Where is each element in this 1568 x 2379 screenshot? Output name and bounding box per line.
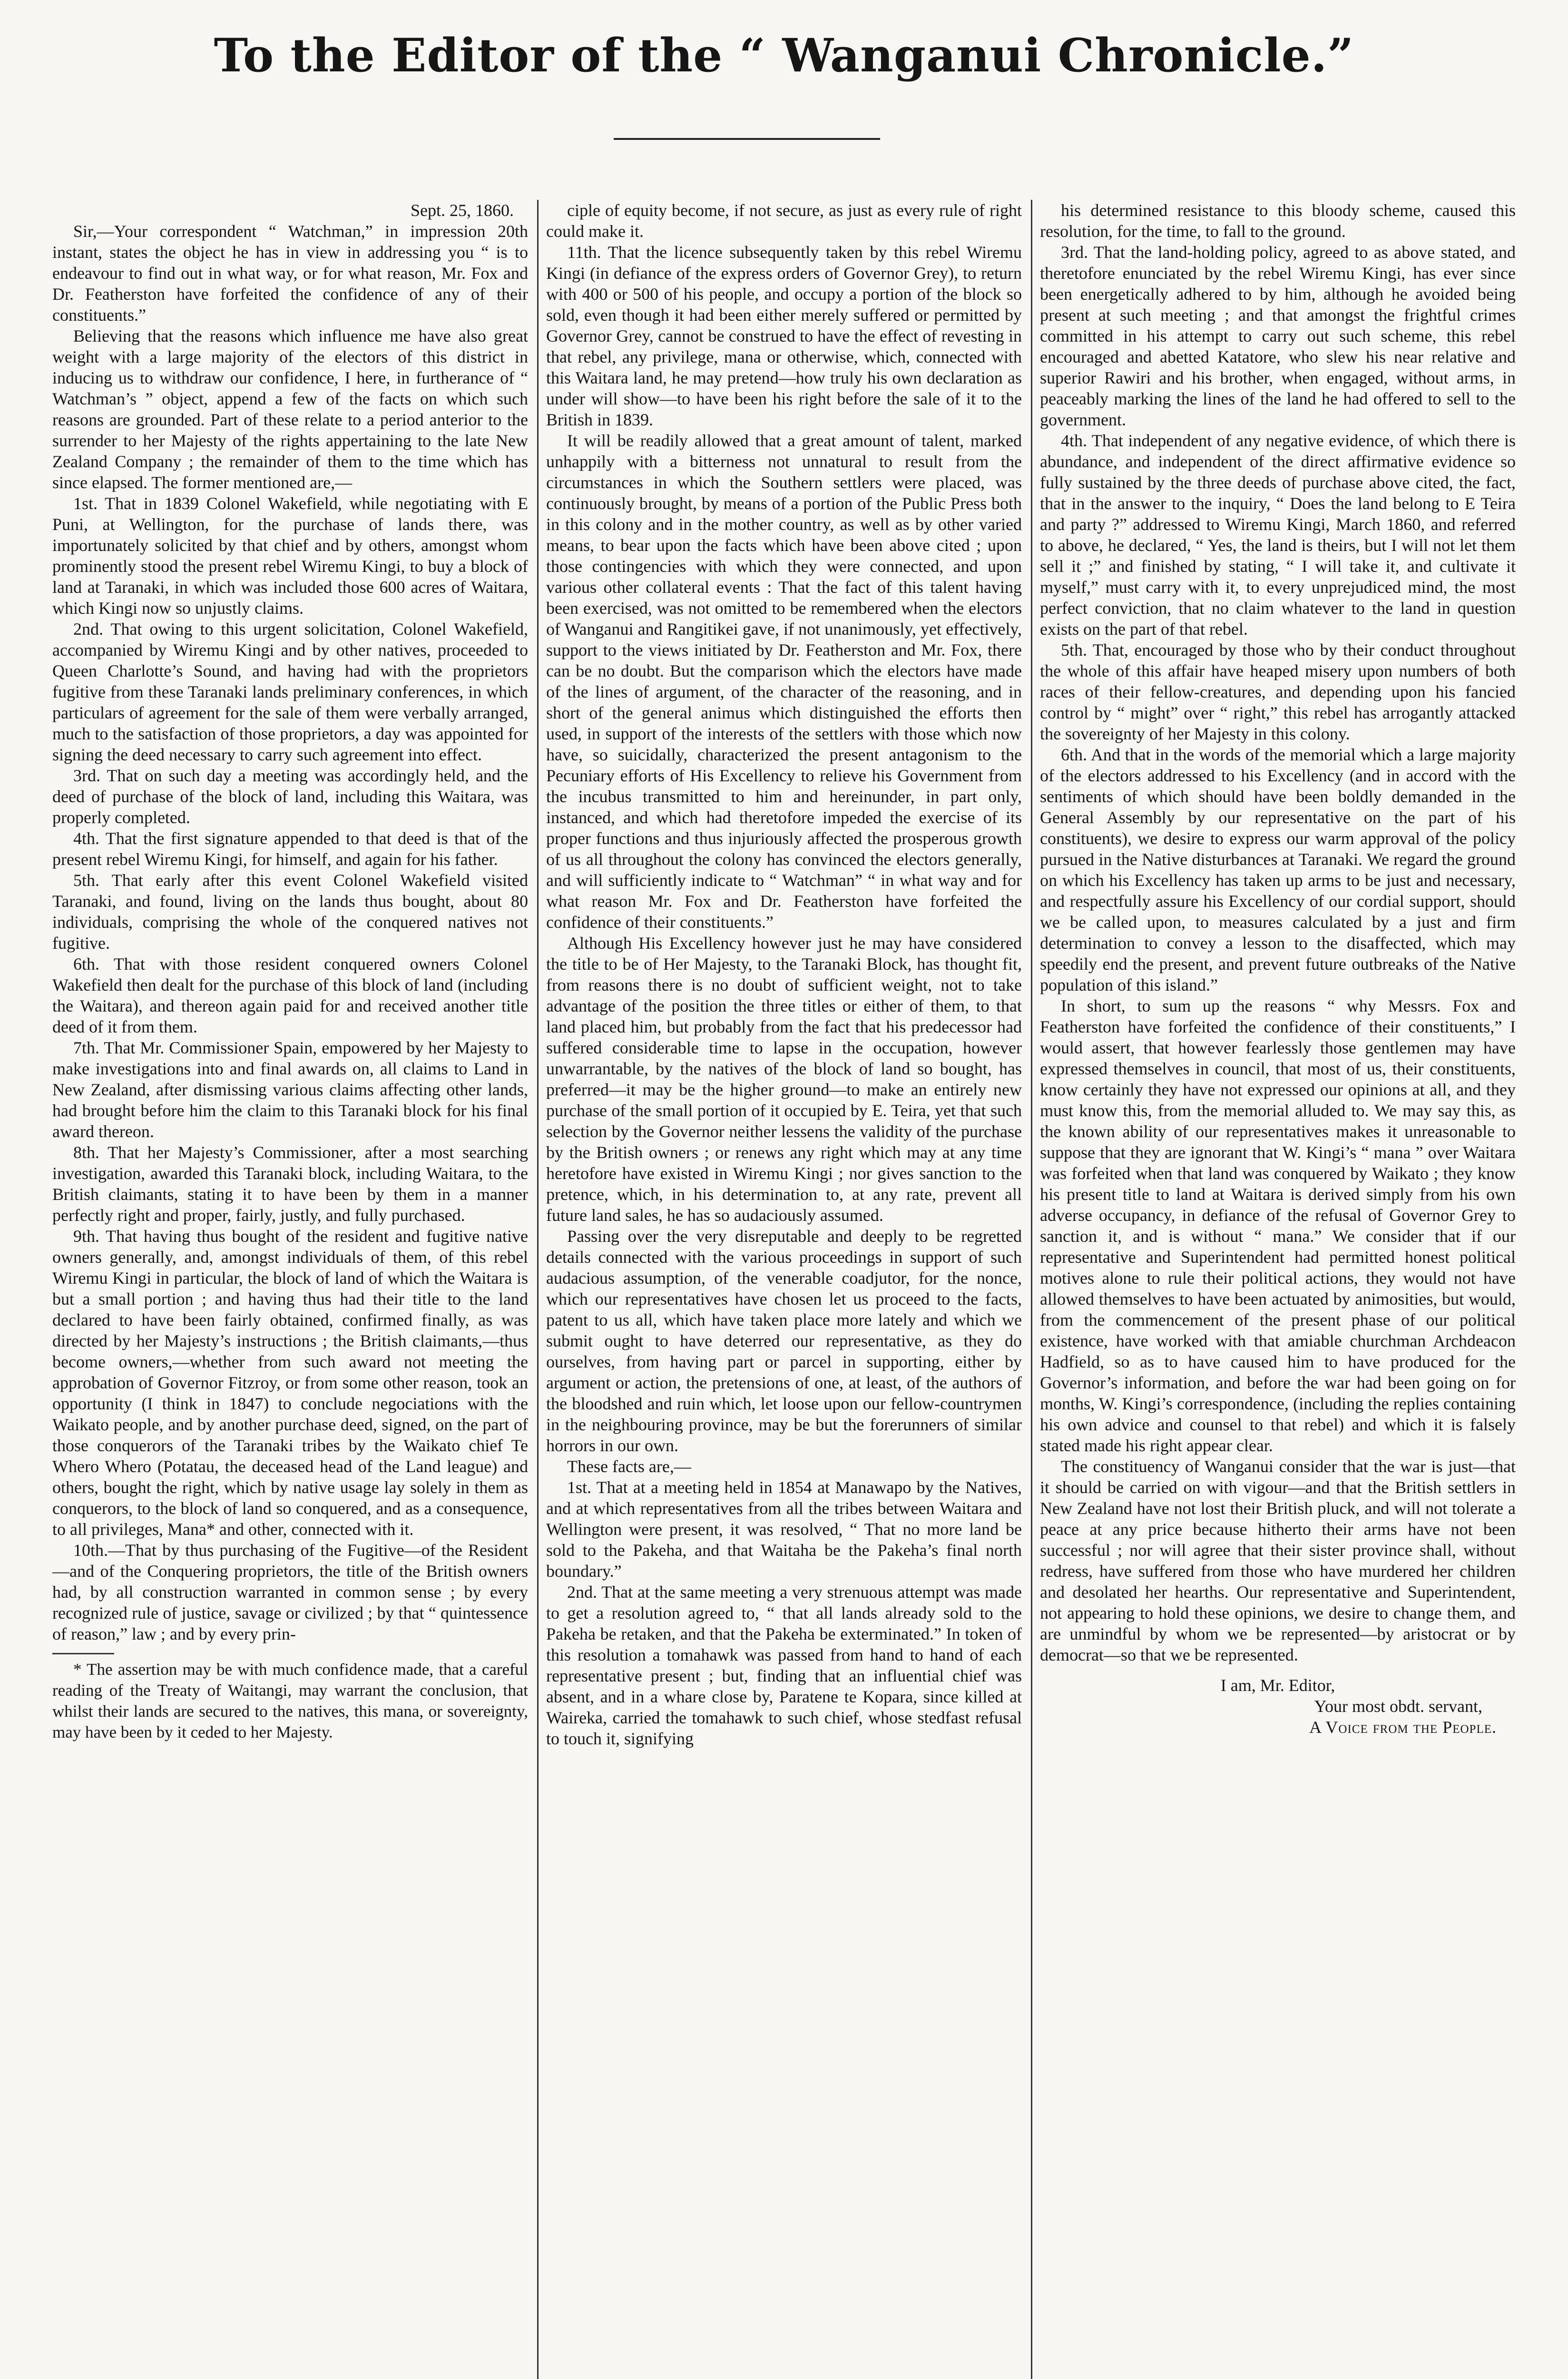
letter-columns [52,200,1516,2379]
paragraph: Believing that the reasons which influence me have also great weight with a large majority of the electors of this district in inducing us to withdraw our confidence, I here, in furtherance of “ Watchman’s ” object, append a few of the facts on which such reasons are grounded. Part of these relate to a period anterior to the surrender to her Majesty of the rights appertaining to the late New Zealand Company ; the remainder of them to the time which has since elapsed. The former mentioned are,— [52,326,528,492]
paragraph: 2nd. That at the same meeting a very strenuous attempt was made to get a resolution agreed to, “ that all lands already sold to the Pakeha be retaken, and that the Pakeha be exterminated.” In token of this resolution a tomahawk was passed from hand to hand of each representative present ; but, finding that an influential chief was absent, and in a whare close by, Paratene te Kopara, since killed at Waireka, carried the tomahawk to such chief, whose stedfast refusal to touch it, signifying [546,1583,1022,1748]
paragraph: 2nd. That owing to this urgent solicitation, Colonel Wakefield, accompanied by Wiremu Kingi and by other natives, proceeded to Queen Charlotte’s Sound, and having had with the proprietors fugitive from these Taranaki lands preliminary conferences, in which particulars of agreement for the sale of them were verbally arranged, much to the satisfaction of those proprietors, a day was appointed for signing the deed necessary to carry such agreement into effect. [52,619,528,764]
signature-name: A Voice from the People. [1309,1718,1497,1737]
paragraph: 10th.—That by thus purchasing of the Fugitive—of the Resident—and of the Conquering proprietors, the title of the British owners had, by all construction warranted in common sense ; by every recognized rule of justice, savage or civilized ; by that “ quintessence of reason,” law ; and by every prin- [52,1541,528,1643]
paragraph: 5th. That early after this event Colonel Wakefield visited Taranaki, and found, living on the lands thus bought, about 80 individuals, comprising the whole of the conquered natives not fugitive. [52,871,528,953]
footnote-rule [52,1653,114,1654]
paragraph: 11th. That the licence subsequently taken by this rebel Wiremu Kingi (in defiance of the express orders of Governor Grey), to return with 400 or 500 of his people, and occupy a portion of the block so sold, even though it had been either merely suffered or permitted by Governor Grey, cannot be construed to have the effect of revesting in that rebel, any privilege, mana or otherwise, which, connected with this Waitara land, he may pretend—how truly his own declaration as under will show—to have been his right before the sale of it to the British in 1839. [546,243,1022,429]
paragraph: 3rd. That on such day a meeting was accordingly held, and the deed of purchase of the block of land, including this Waitara, was properly completed. [52,766,528,827]
paragraph: 3rd. That the land-holding policy, agreed to as above stated, and theretofore enunciated by the rebel Wiremu Kingi, has ever since been energetically adhered to by him, although he avoided being present at such meeting ; and that amongst the frightful crimes committed in his attempt to carry out such scheme, this rebel encouraged and abetted Katatore, who slew his near relative and superior Rawiri and his brother, when engaged, without arms, in peaceably marking the lines of the land he had offered to sell to the government. [1040,243,1516,429]
paragraph: These facts are,— [567,1457,691,1476]
column-2 [546,200,1022,2379]
paragraph: 4th. That independent of any negative evidence, of which there is abundance, and independent of the direct affirmative evidence so fully sustained by the three deeds of purchase above cited, the fact, that in the answer to the inquiry, “ Does the land belong to E Teira and party ?” addressed to Wiremu Kingi, March 1860, and referred to above, he declared, “ Yes, the land is theirs, but I will not let them sell it ;” and finished by stating, “ I will take it, and cultivate it myself,” must carry with it, to every unprejudiced mind, the most perfect conviction, that no claim whatever to the land in question exists on the part of that rebel. [1040,431,1516,639]
column-1 [52,200,528,2379]
paragraph: Sir,—Your correspondent “ Watchman,” in impression 20th instant, states the object he has in view in addressing you “ is to endeavour to find out in what way, or for what reason, Mr. Fox and Dr. Featherston have forfeited the confidence of any of their constituents.” [52,222,528,324]
paragraph: ciple of equity become, if not secure, as just as every rule of right could make it. [546,201,1022,241]
paragraph: 5th. That, encouraged by those who by their conduct throughout the whole of this affair have heaped misery upon numbers of both races of their fellow-creatures, and depending upon his fancied control by “ might” over “ right,” this rebel has arrogantly attacked the sovereignty of her Majesty in this colony. [1040,640,1516,743]
paragraph: In short, to sum up the reasons “ why Messrs. Fox and Featherston have forfeited the confidence of their constituents,” I would assert, that however fearlessly those gentlemen may have expressed themselves in council, that most of us, their constituents, know certainly they have not expressed our opinions at all, and they must know this, from the memorial alluded to. We may say this, as the known ability of our representatives makes it unreasonable to suppose that they are ignorant that W. Kingi’s “ mana ” over Waitara was forfeited when that land was conquered by Waikato ; they know his present title to land at Waitara is derived simply from his own adverse occupancy, in defiance of the refusal of Governor Grey to sanction it, and is without “ mana.” We consider that if our representative and Superintendent had permitted honest political motives alone to rule their political actions, they would not have allowed themselves to have been actuated by animosities, but would, from the commencement of the present phase of our political existence, have worked with that amiable churchman Archdeacon Hadfield, so as to have caused him to have produced for the Governor’s information, and before the war had been going on for months, W. Kingi’s correspondence, (including the replies containing his own advice and counsel to that rebel) and which it is falsely stated made his right appear clear. [1040,996,1516,1455]
paragraph: 4th. That the first signature appended to that deed is that of the present rebel Wiremu Kingi, for himself, and again for his father. [52,829,528,869]
paragraph: his determined resistance to this bloody scheme, caused this resolution, for the time, to fall to the ground. [1040,201,1516,241]
column-divider [537,200,539,2379]
column-3 [1040,200,1516,2379]
paragraph: It will be readily allowed that a great amount of talent, marked unhappily with a bitterness not unnatural to result from the circumstances in which the Southern settlers were placed, was continuously brought, by means of a portion of the Public Press both in this colony and in the mother country, as well as by other varied means, to bear upon the facts which have been above cited ; upon those contingencies with which they were connected, and upon various other collateral events : That the fact of this talent having been exercised, was not omitted to be remembered when the electors of Wanganui and Rangitikei gave, if not unanimously, yet effectively, support to the views initiated by Dr. Featherston and Mr. Fox, there can be no doubt. But the comparison which the electors have made of the lines of argument, of the character of the reasoning, and in short of the general animus which distinguished the efforts then used, in support of the interests of the settlers with those which now have, so suicidally, characterized the present antagonism to the Pecuniary efforts of His Excellency to relieve his Government from the incubus transmitted to him and hereinunder, in part only, instanced, and which had theretofore impeded the exercise of its proper functions and thus injuriously affected the prosperous growth of us all throughout the colony has convinced the electors generally, and will sufficiently indicate to “ Watchman” “ in what way and for what reason Mr. Fox and Dr. Featherston have forfeited the confidence of their constituents.” [546,431,1022,932]
letter-heading: To the Editor of the “ Wanganui Chronicle.” [214,29,1354,82]
paragraph: The constituency of Wanganui consider that the war is just—that it should be carried on with vigour—and that the British settlers in New Zealand have not lost their British pluck, and will not tolerate a peace at any price because hitherto their arms have not been successful ; nor will agree that their sister province shall, without redress, have suffered from those who have murdered her children and desolated her hearths. Our representative and Superintendent, not appearing to hold these opinions, we desire to change them, and are unmindful by whom we be represented—by aristocrat or by democrat—so that we be represented. [1040,1457,1516,1664]
footnote: * The assertion may be with much confidence made, that a careful reading of the Treaty of Waitangi, may warrant the conclusion, that whilst their lands are secured to the natives, this mana, or sovereignty, may have been by it ceded to her Majesty. [52,1660,528,1741]
dateline: Sept. 25, 1860. [410,201,514,220]
paragraph: Passing over the very disreputable and deeply to be regretted details connected with the various proceedings in support of such audacious assumption, of the venerable coadjutor, for the nonce, which our representatives have chosen let us proceed to the facts, patent to us all, which have taken place more lately and which we submit ought to have deterred our representative, as they do ourselves, from having part or parcel in supporting, either by argument or action, the pretensions of one, at least, of the authors of the bloodshed and ruin which, let loose upon our fellow-countrymen in the neighbouring province, may be but the forerunners of similar horrors in our own. [546,1227,1022,1455]
paragraph: 1st. That at a meeting held in 1854 at Manawapo by the Natives, and at which representatives from all the tribes between Waitara and Wellington were present, it was resolved, “ That no more land be sold to the Pakeha, and that Waitaha be the Pakeha’s final north boundary.” [546,1478,1022,1581]
paragraph: 6th. That with those resident conquered owners Colonel Wakefield then dealt for the purchase of this block of land (including the Waitara), and thereon again paid for and received another title deed of it from them. [52,954,528,1036]
paragraph: 8th. That her Majesty’s Commissioner, after a most searching investigation, awarded this Taranaki block, including Waitara, to the British claimants, stating it to have been by them in a manner perfectly right and proper, fairly, justly, and fully purchased. [52,1143,528,1225]
signature-salutation: I am, Mr. Editor, [1220,1676,1335,1695]
heading-rule [614,138,880,140]
paragraph: 1st. That in 1839 Colonel Wakefield, while negotiating with E Puni, at Wellington, for the purchase of lands there, was importunately solicited by that chief and by others, amongst whom prominently stood the present rebel Wiremu Kingi, to buy a block of land at Taranaki, in which was included those 600 acres of Waitara, which Kingi now so unjustly claims. [52,494,528,618]
paragraph: 7th. That Mr. Commissioner Spain, empowered by her Majesty to make investigations into and final awards on, all claims to Land in New Zealand, after dismissing various claims affecting other lands, had brought before him the claim to this Taranaki block for his final award thereon. [52,1038,528,1141]
paragraph: Although His Excellency however just he may have considered the title to be of Her Majesty, to the Taranaki Block, has thought fit, from reasons there is no doubt of sufficient weight, not to take advantage of the position the three titles or either of them, to that land placed him, but probably from the fact that his predecessor had suffered considerable time to lapse in the occupation, however unwarrantable, by the natives of the block of land so bought, has preferred—it may be the higher ground—to make an entirely new purchase of the small portion of it occupied by E. Teira, yet that such selection by the Governor neither lessens the validity of the purchase by the British owners ; or renews any right which may at any time heretofore have existed in Wiremu Kingi ; nor gives sanction to the pretence, which, in his determination to, at any rate, prevent all future land sales, he has so audaciously assumed. [546,934,1022,1225]
paragraph: 6th. And that in the words of the memorial which a large majority of the electors addressed to his Excellency (and in accord with the sentiments of which should have been boldly demanded in the General Assembly by our representative on the part of his constituents), we desire to express our warm approval of the policy pursued in the Native disturbances at Taranaki. We regard the ground on which his Excellency has taken up arms to be just and necessary, and respectfully assure his Excellency of our cordial support, should we be called upon, to measures calculated by a just and firm determination to convey a lesson to the disaffected, which may speedily end the present, and prevent future outbreaks of the Native population of this island.” [1040,745,1516,994]
column-divider [1031,200,1032,2379]
paragraph: 9th. That having thus bought of the resident and fugitive native owners generally, and, amongst individuals of them, of this rebel Wiremu Kingi in particular, the block of land of which the Waitara is but a small portion ; and having thus had their title to the land declared to have been fairly obtained, confirmed finally, as was directed by her Majesty’s instructions ; the British claimants,—thus become owners,—whether from such award not meeting the approbation of Governor Fitzroy, or from some other reason, took an opportunity (I think in 1847) to conclude negociations with the Waikato people, and by another purchase deed, signed, on the part of those conquerors of the Taranaki tribes by the Waikato chief Te Whero Whero (Potatau, the deceased head of the Land league) and others, bought the right, which by native usage lay solely in them as conquerors, to the block of land so conquered, and as a consequence, to all privileges, Mana* and other, connected with it. [52,1227,528,1539]
signature-closing: Your most obdt. servant, [1314,1697,1482,1716]
